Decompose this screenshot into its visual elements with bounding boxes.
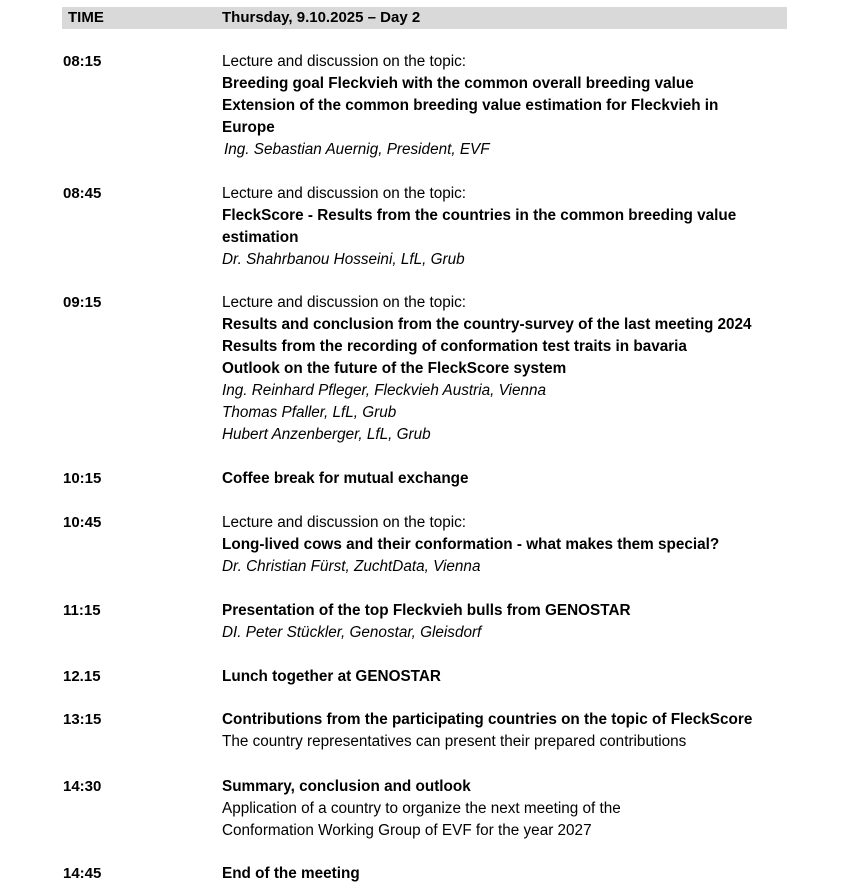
session-topic: Results and conclusion from the country-survey of the last meeting 2024 bbox=[222, 316, 752, 333]
session-time: 08:15 bbox=[63, 53, 102, 70]
session-content bbox=[222, 292, 802, 446]
session-content bbox=[222, 709, 802, 753]
session-intro: Lecture and discussion on the topic: bbox=[222, 514, 467, 531]
day-heading: Thursday, 9.10.2025 – Day 2 bbox=[222, 9, 421, 26]
session-description: The country representatives can present their prepared contributions bbox=[222, 733, 687, 750]
session-time: 10:15 bbox=[63, 470, 102, 487]
session-intro: Lecture and discussion on the topic: bbox=[222, 53, 467, 70]
session-topic: End of the meeting bbox=[222, 865, 360, 882]
agenda-header bbox=[62, 7, 787, 29]
session-content bbox=[222, 51, 802, 161]
session-topic: Extension of the common breeding value estimation for Fleckvieh in bbox=[222, 97, 719, 114]
time-column-header: TIME bbox=[68, 9, 104, 26]
session-time: 11:15 bbox=[63, 602, 101, 619]
session-topic: estimation bbox=[222, 229, 299, 246]
session-content bbox=[222, 863, 802, 885]
session-content bbox=[222, 600, 802, 644]
session-content bbox=[222, 512, 802, 578]
session-speaker: DI. Peter Stückler, Genostar, Gleisdorf bbox=[222, 624, 482, 641]
session-topic: FleckScore - Results from the countries in the common breeding value bbox=[222, 207, 737, 224]
session-speaker: Ing. Sebastian Auernig, President, EVF bbox=[224, 141, 490, 158]
session-description: Application of a country to organize the next meeting of the bbox=[222, 800, 621, 817]
session-time: 10:45 bbox=[63, 514, 102, 531]
session-topic: Outlook on the future of the FleckScore system bbox=[222, 360, 567, 377]
session-description: Conformation Working Group of EVF for the year 2027 bbox=[222, 822, 592, 839]
session-content bbox=[222, 666, 802, 688]
session-time: 13:15 bbox=[63, 711, 102, 728]
session-time: 09:15 bbox=[63, 294, 102, 311]
session-topic: Results from the recording of conformation test traits in bavaria bbox=[222, 338, 687, 355]
session-time: 14:30 bbox=[63, 778, 102, 795]
session-intro: Lecture and discussion on the topic: bbox=[222, 294, 467, 311]
session-content bbox=[222, 468, 802, 490]
session-topic: Contributions from the participating countries on the topic of FleckScore bbox=[222, 711, 753, 728]
session-speaker: Hubert Anzenberger, LfL, Grub bbox=[222, 426, 431, 443]
session-topic: Breeding goal Fleckvieh with the common overall breeding value bbox=[222, 75, 694, 92]
session-topic: Long-lived cows and their conformation - what makes them special? bbox=[222, 536, 720, 553]
session-speaker: Dr. Shahrbanou Hosseini, LfL, Grub bbox=[222, 251, 465, 268]
session-topic: Lunch together at GENOSTAR bbox=[222, 668, 441, 685]
session-topic: Presentation of the top Fleckvieh bulls from GENOSTAR bbox=[222, 602, 631, 619]
session-time: 14:45 bbox=[63, 865, 102, 882]
session-topic: Europe bbox=[222, 119, 275, 136]
session-topic: Summary, conclusion and outlook bbox=[222, 778, 471, 795]
session-time: 08:45 bbox=[63, 185, 102, 202]
session-content bbox=[222, 776, 802, 842]
session-speaker: Ing. Reinhard Pfleger, Fleckvieh Austria, Vienna bbox=[222, 382, 546, 399]
session-time: 12.15 bbox=[63, 668, 101, 685]
session-speaker: Dr. Christian Fürst, ZuchtData, Vienna bbox=[222, 558, 481, 575]
session-topic: Coffee break for mutual exchange bbox=[222, 470, 469, 487]
session-intro: Lecture and discussion on the topic: bbox=[222, 185, 467, 202]
session-content bbox=[222, 183, 802, 271]
session-speaker: Thomas Pfaller, LfL, Grub bbox=[222, 404, 397, 421]
